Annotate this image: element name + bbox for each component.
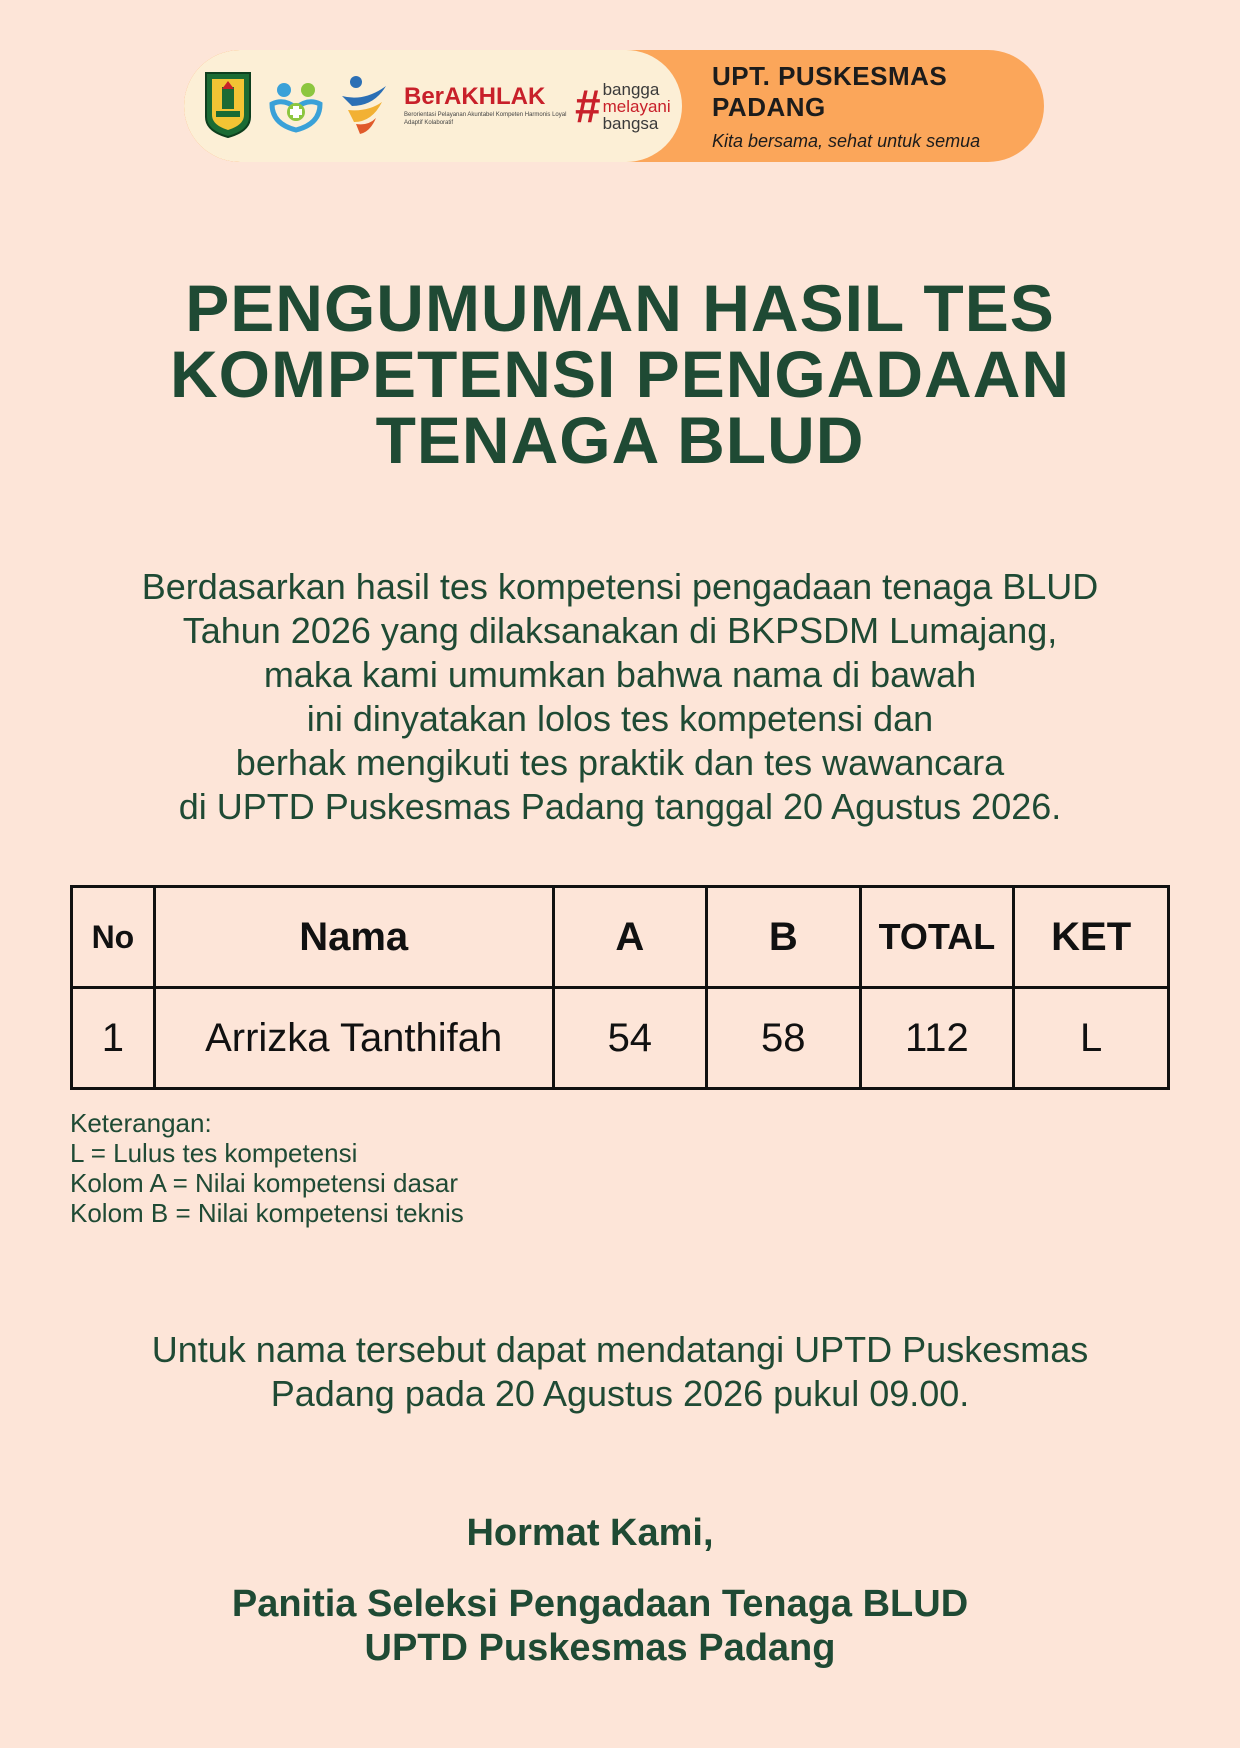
results-table — [70, 885, 1170, 1090]
org-tagline: Kita bersama, sehat untuk semua — [712, 130, 981, 151]
note-line: Kolom A = Nilai kompetensi dasar — [70, 1168, 459, 1198]
legend-notes — [70, 1108, 464, 1228]
closing-line: Untuk nama tersebut dapat mendatangi UPTD Puskesmas — [151, 1329, 1089, 1370]
header-ket: KET — [1014, 887, 1169, 988]
cell-ket: L — [1014, 988, 1169, 1089]
header-banner — [184, 50, 1044, 162]
regards: Hormat Kami, — [466, 1512, 714, 1554]
closing-paragraph — [40, 1328, 1200, 1416]
org-block — [700, 50, 1044, 162]
cell-b: 58 — [707, 988, 860, 1089]
bangga-words — [603, 81, 671, 132]
org-name: UPT. PUSKESMAS PADANG — [712, 60, 948, 122]
hashtag-icon: # — [575, 80, 601, 132]
table-row — [72, 988, 1169, 1089]
signature-committee — [0, 1582, 1200, 1670]
table-header-row — [72, 887, 1169, 988]
header-b: B — [707, 887, 860, 988]
cell-a: 54 — [553, 988, 706, 1089]
cell-nama: Arrizka Tanthifah — [154, 988, 553, 1089]
header-a: A — [553, 887, 706, 988]
intro-line: Berdasarkan hasil tes kompetensi pengadaan tenaga BLUD — [141, 566, 1099, 607]
header-total: TOTAL — [860, 887, 1014, 988]
intro-line: maka kami umumkan bahwa nama di bawah — [263, 654, 977, 695]
intro-line: di UPTD Puskesmas Padang tanggal 20 Agustus 2026. — [178, 786, 1062, 827]
berakhlak-logo — [404, 82, 569, 128]
health-ministry-logo — [264, 72, 328, 141]
puskesmas-figure-logo — [338, 72, 390, 141]
committee-line-2: UPTD Puskesmas Padang — [364, 1627, 836, 1669]
header-nama: Nama — [154, 887, 553, 988]
title-line-3: TENAGA BLUD — [375, 403, 865, 477]
cell-total: 112 — [860, 988, 1014, 1089]
bangga-melayani-bangsa-logo — [575, 81, 671, 132]
logo-strip — [184, 50, 682, 162]
note-line: L = Lulus tes kompetensi — [70, 1138, 358, 1168]
header-no: No — [72, 887, 155, 988]
title-line-2: KOMPETENSI PENGADAAN — [169, 337, 1071, 411]
intro-line: Tahun 2026 yang dilaksanakan di BKPSDM Lumajang, — [182, 610, 1058, 651]
berakhlak-wordmark: BerAKHLAK — [404, 82, 546, 110]
note-line: Kolom B = Nilai kompetensi teknis — [70, 1198, 464, 1228]
page-title — [60, 271, 1180, 477]
intro-line: ini dinyatakan lolos tes kompetensi dan — [306, 698, 934, 739]
cell-no: 1 — [72, 988, 155, 1089]
berakhlak-subtitle: Berorientasi Pelayanan Akuntabel Kompeten Harmonis Loyal Adaptif Kolaboratif — [404, 111, 567, 126]
regency-emblem-logo — [202, 69, 254, 144]
intro-line: berhak mengikuti tes praktik dan tes wawancara — [235, 742, 1005, 783]
closing-line: Padang pada 20 Agustus 2026 pukul 09.00. — [270, 1373, 970, 1414]
committee-line-1: Panitia Seleksi Pengadaan Tenaga BLUD — [231, 1583, 969, 1625]
bangga-word-1: bangga — [602, 79, 660, 99]
notes-heading: Keterangan: — [70, 1108, 212, 1138]
bangga-word-3: bangsa — [602, 113, 659, 133]
bangga-word-2: melayani — [602, 96, 671, 116]
intro-paragraph — [40, 565, 1200, 829]
title-line-1: PENGUMUMAN HASIL TES — [185, 271, 1055, 345]
